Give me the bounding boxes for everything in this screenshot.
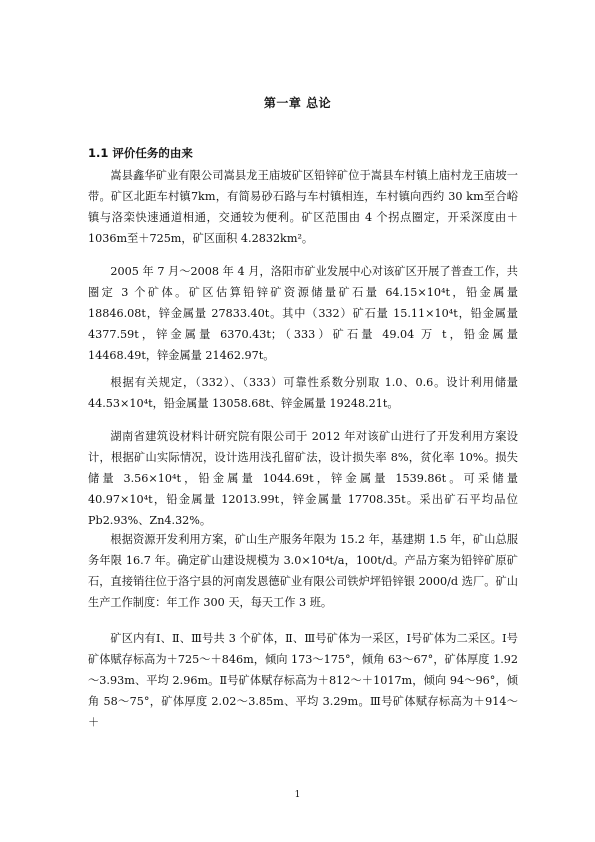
paragraph-reliability: 根据有关规定，（332）、（333）可靠性系数分别取 1.0、0.6。设计利用储量 44.53×10⁴t，铅金属量 13058.68t、锌金属量 19248.21t。 bbox=[88, 376, 518, 410]
paragraph-location: 嵩县鑫华矿业有限公司嵩县龙王庙坡矿区铅锌矿位于嵩县车村镇上庙村龙王庙坡一带。矿区北距车村镇7km，有简易砂石路与车村镇相连，车村镇向西约 30 km至合峪镇与洛栾快速通道相通，交通较为便利。矿区范围由 4 个拐点圈定，开采深度由＋1036m至＋725m，矿区面积 4.2832km²。 bbox=[88, 169, 518, 245]
paragraph-design: 湖南省建筑设材料计研究院有限公司于 2012 年对该矿山进行了开发利用方案设计，根据矿山实际情况，设计选用浅孔留矿法，设计损失率 8%，贫化率 10%。损失储量 3.56×10⁴t，铅金属量 1044.69t，锌金属量 1539.86t。可采储量 40.97×10⁴t，铅金属量 12013.99t，锌金属量 17708.35t。采出矿石平均品位 Pb2.93%、Zn4.32%。 bbox=[88, 430, 518, 527]
paragraph-survey: 2005 年 7 月～2008 年 4 月，洛阳市矿业发展中心对该矿区开展了普查工作，共圈定 3 个矿体。矿区估算铅锌矿资源储量矿石量 64.15×10⁴t，铅金属量 18846.08t，锌金属量 27833.40t。其中（332）矿石量 15.11×10⁴t，铅金属量 4377.59t，锌金属量 6370.43t；（333）矿石量 49.04 万 t，铅金属量 14468.49t，锌金属量 21462.97t。 bbox=[88, 265, 518, 362]
page-number: 1 bbox=[294, 790, 301, 800]
section-title: 1.1 评价任务的由来 bbox=[88, 146, 193, 160]
paragraph-service-life: 根据资源开发利用方案，矿山生产服务年限为 15.2 年，基建期 1.5 年，矿山总服务年限 16.7 年。确定矿山建设规模为 3.0×10⁴t/a，100t/d。产品方案为铅锌矿原矿石，直接销往位于洛宁县的河南发恩德矿业有限公司铁炉坪铅锌银 2000/d 选厂。矿山生产工作制度：年工作 300 天，每天工作 3 班。 bbox=[88, 533, 518, 609]
chapter-title: 第一章 总论 bbox=[263, 96, 332, 110]
paragraph-ore-bodies: 矿区内有Ⅰ、Ⅱ、Ⅲ号共 3 个矿体，Ⅱ、Ⅲ号矿体为一采区，Ⅰ号矿体为二采区。Ⅰ号矿体赋存标高为＋725～＋846m，倾向 173～175°，倾角 63～67°，矿体厚度 1.92～3.93m、平均 2.96m。Ⅱ号矿体赋存标高为＋812～＋1017m，倾向 94～96°，倾角 58～75°，矿体厚度 2.02～3.85m、平均 3.29m。Ⅲ号矿体赋存标高为＋914～＋ bbox=[88, 632, 518, 729]
